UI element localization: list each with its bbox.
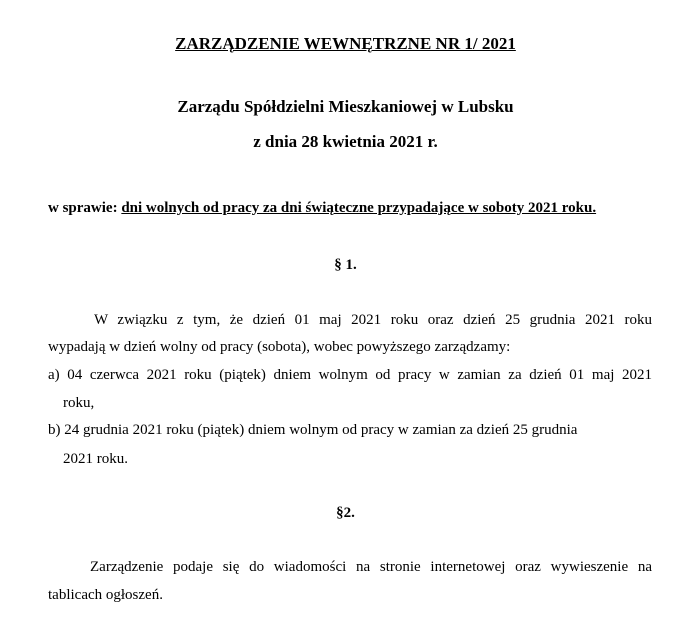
subject-line — [48, 199, 596, 217]
subject-prefix: w sprawie: — [48, 200, 118, 216]
section1-intro-line1: W związku z tym, że dzień 01 maj 2021 roku oraz dzień 25 grudnia 2021 roku — [94, 312, 652, 328]
date-line: z dnia 28 kwietnia 2021 r. — [253, 132, 438, 151]
subject-text: dni wolnych od pracy za dni świąteczne przypadające w soboty 2021 roku. — [121, 200, 597, 216]
item-a-line1: a) 04 czerwca 2021 roku (piątek) dniem wolnym od pracy w zamian za dzień 01 maj 2021 — [48, 367, 652, 383]
section2-heading: §2. — [336, 505, 355, 521]
document-title: ZARZĄDZENIE WEWNĘTRZNE NR 1/ 2021 — [175, 34, 516, 53]
section1-heading: § 1. — [334, 257, 357, 273]
item-b-line2: 2021 roku. — [63, 451, 128, 467]
item-b-line1: b) 24 grudnia 2021 roku (piątek) dniem wolnym od pracy w zamian za dzień 25 grudnia — [48, 422, 578, 438]
section2-text-line1: Zarządzenie podaje się do wiadomości na stronie internetowej oraz wywieszenie na — [90, 559, 652, 575]
item-a-line2: roku, — [63, 395, 95, 411]
section1-intro-line2: wypadają w dzień wolny od pracy (sobota), wobec powyższego zarządzamy: — [48, 339, 511, 355]
section2-text-line2: tablicach ogłoszeń. — [48, 587, 163, 603]
issuer-line: Zarządu Spółdzielni Mieszkaniowej w Lubsku — [177, 97, 514, 116]
